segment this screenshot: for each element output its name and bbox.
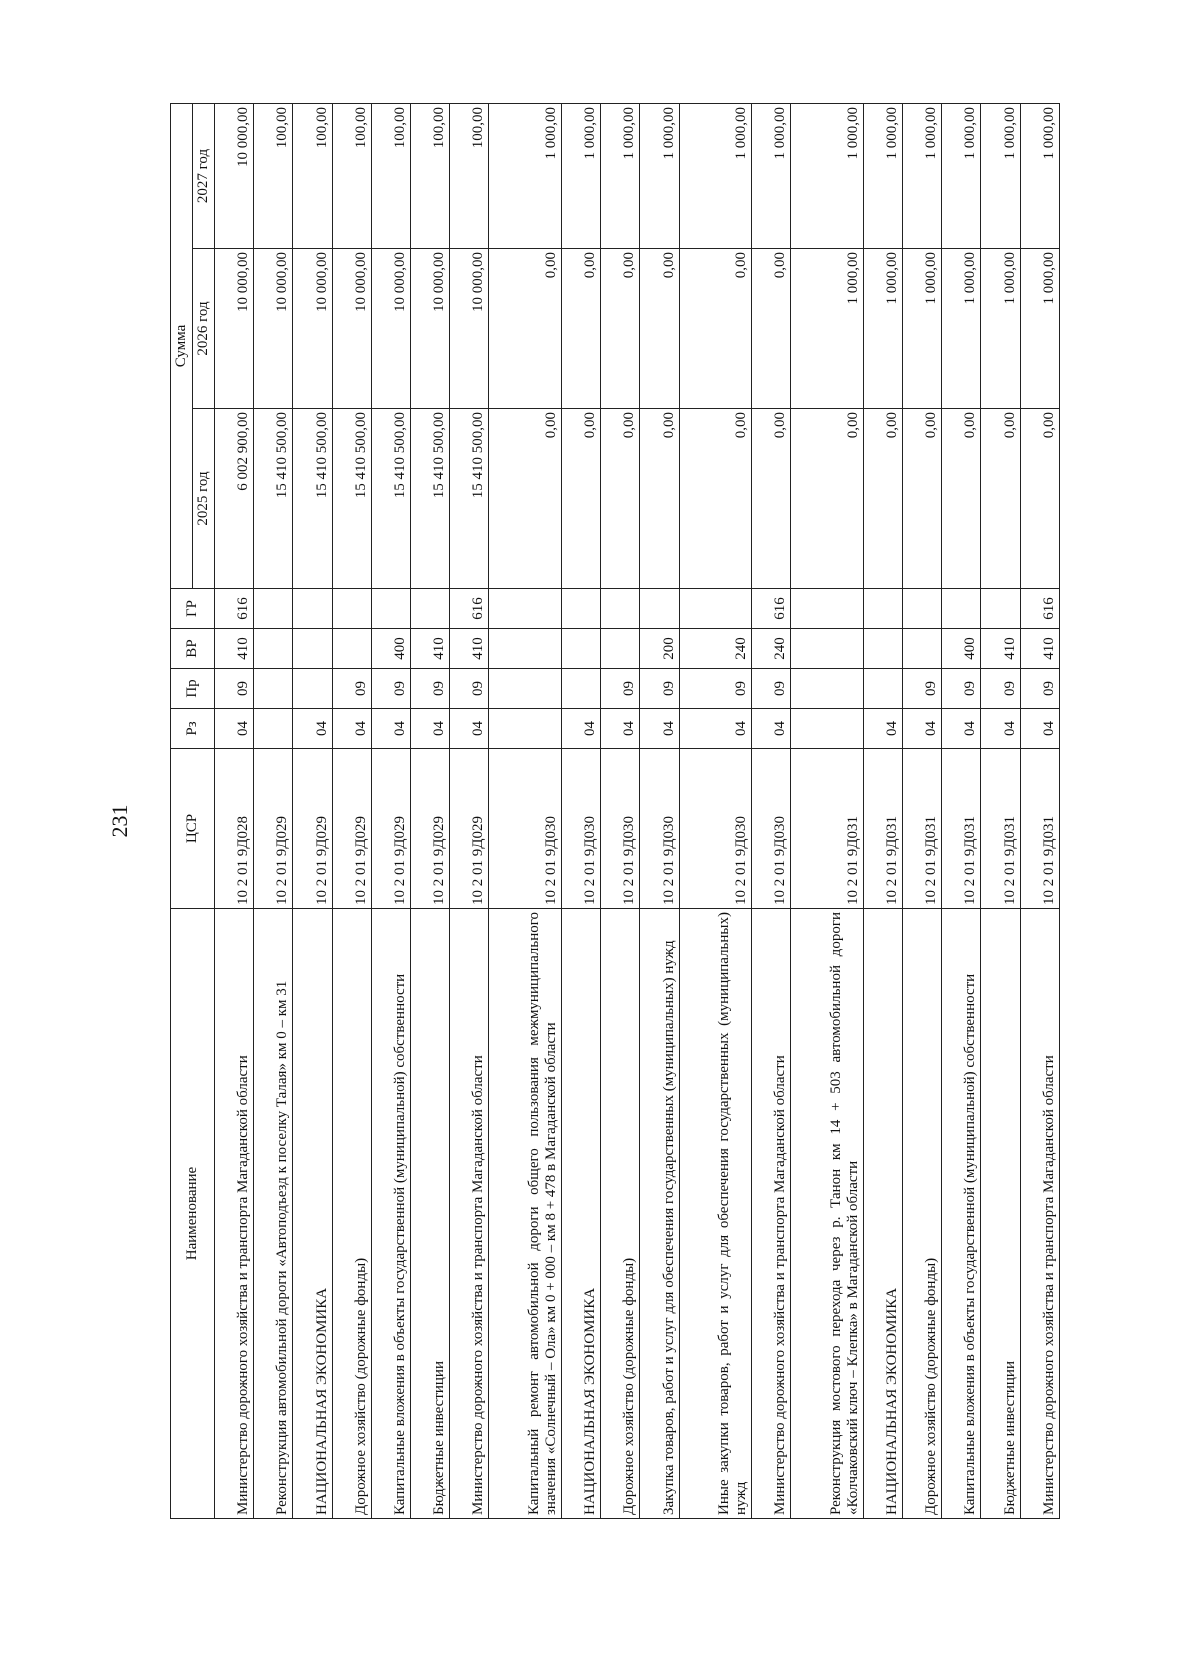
table-row — [371, 103, 410, 1518]
row-2025: 0,00 — [903, 409, 942, 589]
row-gr — [371, 589, 410, 629]
row-name: НАЦИОНАЛЬНАЯ ЭКОНОМИКА — [561, 909, 600, 1519]
table-row — [332, 103, 371, 1518]
table-row — [215, 103, 254, 1518]
row-2027: 1 000,00 — [679, 103, 752, 248]
row-csr: 10 2 01 9Д030 — [640, 749, 679, 909]
table-body — [215, 103, 1060, 1518]
row-gr — [411, 589, 450, 629]
row-name: Министерство дорожного хозяйства и транспорта Магаданской области — [752, 909, 791, 1519]
table-row — [561, 103, 600, 1518]
row-pr: 09 — [752, 669, 791, 709]
table-row — [679, 103, 752, 1518]
table-row — [791, 103, 864, 1518]
table-row — [411, 103, 450, 1518]
row-csr: 10 2 01 9Д029 — [254, 749, 293, 909]
row-gr: 616 — [752, 589, 791, 629]
row-gr — [942, 589, 981, 629]
row-pr: 09 — [371, 669, 410, 709]
row-gr — [981, 589, 1020, 629]
row-vr: 410 — [1020, 629, 1059, 669]
row-vr — [863, 629, 902, 669]
row-pr: 09 — [903, 669, 942, 709]
row-vr — [489, 629, 562, 669]
row-rz: 04 — [371, 709, 410, 749]
row-2025: 0,00 — [791, 409, 864, 589]
row-2027: 1 000,00 — [601, 103, 640, 248]
row-2026: 0,00 — [640, 249, 679, 409]
header-gr: ГР — [171, 589, 215, 629]
row-2025: 0,00 — [1020, 409, 1059, 589]
row-2027: 1 000,00 — [640, 103, 679, 248]
row-2026: 1 000,00 — [1020, 249, 1059, 409]
row-2026: 10 000,00 — [254, 249, 293, 409]
row-rz — [254, 709, 293, 749]
row-rz: 04 — [215, 709, 254, 749]
row-gr — [601, 589, 640, 629]
row-csr: 10 2 01 9Д030 — [489, 749, 562, 909]
row-vr: 240 — [679, 629, 752, 669]
row-pr — [293, 669, 332, 709]
row-2025: 0,00 — [981, 409, 1020, 589]
row-gr — [863, 589, 902, 629]
row-2027: 1 000,00 — [791, 103, 864, 248]
row-csr: 10 2 01 9Д029 — [411, 749, 450, 909]
row-2026: 10 000,00 — [411, 249, 450, 409]
row-pr: 09 — [1020, 669, 1059, 709]
row-vr — [791, 629, 864, 669]
row-csr: 10 2 01 9Д029 — [371, 749, 410, 909]
header-vr: ВР — [171, 629, 215, 669]
row-name: Реконструкция автомобильной дороги «Автоподъезд к поселку Талая» км 0 – км 31 — [254, 909, 293, 1519]
row-gr — [332, 589, 371, 629]
row-name: Дорожное хозяйство (дорожные фонды) — [332, 909, 371, 1519]
row-gr — [254, 589, 293, 629]
row-name: НАЦИОНАЛЬНАЯ ЭКОНОМИКА — [293, 909, 332, 1519]
row-gr: 616 — [450, 589, 489, 629]
row-pr: 09 — [679, 669, 752, 709]
row-pr: 09 — [411, 669, 450, 709]
row-gr — [293, 589, 332, 629]
row-2025: 15 410 500,00 — [254, 409, 293, 589]
row-rz: 04 — [752, 709, 791, 749]
row-2025: 0,00 — [752, 409, 791, 589]
row-vr: 240 — [752, 629, 791, 669]
row-vr — [254, 629, 293, 669]
table-row — [254, 103, 293, 1518]
row-name: Бюджетные инвестиции — [981, 909, 1020, 1519]
row-rz: 04 — [561, 709, 600, 749]
row-2026: 1 000,00 — [903, 249, 942, 409]
row-rz: 04 — [863, 709, 902, 749]
row-gr — [561, 589, 600, 629]
table-row — [450, 103, 489, 1518]
row-2026: 0,00 — [561, 249, 600, 409]
row-2027: 100,00 — [411, 103, 450, 248]
row-pr — [489, 669, 562, 709]
row-vr: 410 — [981, 629, 1020, 669]
row-vr: 410 — [215, 629, 254, 669]
row-pr — [561, 669, 600, 709]
row-2026: 0,00 — [752, 249, 791, 409]
row-csr: 10 2 01 9Д030 — [561, 749, 600, 909]
row-name: Дорожное хозяйство (дорожные фонды) — [903, 909, 942, 1519]
row-2027: 1 000,00 — [981, 103, 1020, 248]
table-row — [489, 103, 562, 1518]
row-rz: 04 — [411, 709, 450, 749]
table-row — [601, 103, 640, 1518]
row-name: Иные закупки товаров, работ и услуг для обеспечения государственных (муниципальных) нужд — [679, 909, 752, 1519]
row-vr — [601, 629, 640, 669]
table-row — [293, 103, 332, 1518]
row-csr: 10 2 01 9Д031 — [1020, 749, 1059, 909]
row-gr — [679, 589, 752, 629]
row-2025: 0,00 — [489, 409, 562, 589]
table-row — [903, 103, 942, 1518]
header-pr: Пр — [171, 669, 215, 709]
row-pr — [791, 669, 864, 709]
row-2027: 100,00 — [293, 103, 332, 248]
row-name: Реконструкция мостового перехода через р. Танон км 14 + 503 автомобильной дороги «Колчаковский ключ – Клепка» в Магаданской области — [791, 909, 864, 1519]
row-gr — [640, 589, 679, 629]
row-vr: 200 — [640, 629, 679, 669]
row-pr: 09 — [601, 669, 640, 709]
row-2027: 1 000,00 — [863, 103, 902, 248]
rotated-table-container — [170, 104, 1060, 1519]
row-2025: 15 410 500,00 — [371, 409, 410, 589]
row-name: Бюджетные инвестиции — [411, 909, 450, 1519]
row-pr — [863, 669, 902, 709]
row-2026: 1 000,00 — [981, 249, 1020, 409]
row-rz: 04 — [332, 709, 371, 749]
row-gr: 616 — [215, 589, 254, 629]
row-rz: 04 — [981, 709, 1020, 749]
row-csr: 10 2 01 9Д031 — [791, 749, 864, 909]
row-vr: 410 — [450, 629, 489, 669]
row-name: Министерство дорожного хозяйства и транспорта Магаданской области — [215, 909, 254, 1519]
row-pr: 09 — [215, 669, 254, 709]
table-row — [752, 103, 791, 1518]
page-number: 231 — [107, 804, 132, 838]
row-2025: 0,00 — [601, 409, 640, 589]
row-2027: 1 000,00 — [1020, 103, 1059, 248]
row-2026: 0,00 — [679, 249, 752, 409]
row-2027: 100,00 — [332, 103, 371, 248]
row-2026: 10 000,00 — [450, 249, 489, 409]
row-pr: 09 — [981, 669, 1020, 709]
row-2027: 1 000,00 — [903, 103, 942, 248]
row-csr: 10 2 01 9Д029 — [293, 749, 332, 909]
row-2026: 1 000,00 — [942, 249, 981, 409]
row-pr: 09 — [640, 669, 679, 709]
header-2026: 2026 год — [193, 249, 215, 409]
row-gr: 616 — [1020, 589, 1059, 629]
header-2027: 2027 год — [193, 103, 215, 248]
row-2027: 100,00 — [254, 103, 293, 248]
row-rz: 04 — [903, 709, 942, 749]
row-2025: 0,00 — [640, 409, 679, 589]
row-2027: 1 000,00 — [561, 103, 600, 248]
row-2027: 100,00 — [450, 103, 489, 248]
row-2027: 1 000,00 — [752, 103, 791, 248]
row-2026: 10 000,00 — [215, 249, 254, 409]
row-2025: 0,00 — [863, 409, 902, 589]
row-2025: 0,00 — [561, 409, 600, 589]
row-csr: 10 2 01 9Д030 — [679, 749, 752, 909]
row-2025: 15 410 500,00 — [450, 409, 489, 589]
row-2026: 10 000,00 — [293, 249, 332, 409]
row-2027: 1 000,00 — [489, 103, 562, 248]
table-row — [981, 103, 1020, 1518]
row-vr — [561, 629, 600, 669]
row-2026: 1 000,00 — [863, 249, 902, 409]
row-name: НАЦИОНАЛЬНАЯ ЭКОНОМИКА — [863, 909, 902, 1519]
row-vr: 400 — [942, 629, 981, 669]
row-2026: 1 000,00 — [791, 249, 864, 409]
row-pr: 09 — [942, 669, 981, 709]
row-csr: 10 2 01 9Д029 — [332, 749, 371, 909]
row-name: Капитальные вложения в объекты государственной (муниципальной) собственности — [371, 909, 410, 1519]
header-rz: Рз — [171, 709, 215, 749]
row-2025: 0,00 — [942, 409, 981, 589]
row-name: Капитальные вложения в объекты государственной (муниципальной) собственности — [942, 909, 981, 1519]
row-2026: 0,00 — [489, 249, 562, 409]
row-vr: 400 — [371, 629, 410, 669]
row-gr — [903, 589, 942, 629]
header-sum: Сумма — [171, 103, 193, 588]
row-2027: 100,00 — [371, 103, 410, 248]
row-2025: 6 002 900,00 — [215, 409, 254, 589]
table-row — [640, 103, 679, 1518]
row-csr: 10 2 01 9Д030 — [752, 749, 791, 909]
row-2025: 15 410 500,00 — [332, 409, 371, 589]
row-2027: 1 000,00 — [942, 103, 981, 248]
row-name: Капитальный ремонт автомобильной дороги общего пользования межмуниципального значения «Солнечный – Ола» км 0 + 000 – км 8 + 478 в Магаданской области — [489, 909, 562, 1519]
row-rz: 04 — [450, 709, 489, 749]
row-csr: 10 2 01 9Д028 — [215, 749, 254, 909]
row-vr: 410 — [411, 629, 450, 669]
row-csr: 10 2 01 9Д030 — [601, 749, 640, 909]
header-csr: ЦСР — [171, 749, 215, 909]
row-rz: 04 — [679, 709, 752, 749]
row-rz: 04 — [942, 709, 981, 749]
row-pr: 09 — [450, 669, 489, 709]
row-2027: 10 000,00 — [215, 103, 254, 248]
row-csr: 10 2 01 9Д031 — [903, 749, 942, 909]
header-name: Наименование — [171, 909, 215, 1519]
row-csr: 10 2 01 9Д031 — [863, 749, 902, 909]
row-2025: 15 410 500,00 — [411, 409, 450, 589]
row-rz — [791, 709, 864, 749]
row-rz: 04 — [1020, 709, 1059, 749]
row-csr: 10 2 01 9Д029 — [450, 749, 489, 909]
row-gr — [489, 589, 562, 629]
row-csr: 10 2 01 9Д031 — [942, 749, 981, 909]
table-row — [863, 103, 902, 1518]
row-vr — [903, 629, 942, 669]
row-rz: 04 — [601, 709, 640, 749]
budget-table — [170, 103, 1060, 1519]
table-row — [1020, 103, 1059, 1518]
row-name: Дорожное хозяйство (дорожные фонды) — [601, 909, 640, 1519]
row-rz: 04 — [640, 709, 679, 749]
row-vr — [293, 629, 332, 669]
row-csr: 10 2 01 9Д031 — [981, 749, 1020, 909]
row-vr — [332, 629, 371, 669]
row-name: Министерство дорожного хозяйства и транспорта Магаданской области — [1020, 909, 1059, 1519]
row-pr — [254, 669, 293, 709]
row-rz — [489, 709, 562, 749]
row-2026: 0,00 — [601, 249, 640, 409]
row-name: Закупка товаров, работ и услуг для обеспечения государственных (муниципальных) нужд — [640, 909, 679, 1519]
header-2025: 2025 год — [193, 409, 215, 589]
row-rz: 04 — [293, 709, 332, 749]
row-2025: 0,00 — [679, 409, 752, 589]
row-name: Министерство дорожного хозяйства и транспорта Магаданской области — [450, 909, 489, 1519]
row-gr — [791, 589, 864, 629]
row-2026: 10 000,00 — [371, 249, 410, 409]
row-pr: 09 — [332, 669, 371, 709]
row-2026: 10 000,00 — [332, 249, 371, 409]
table-row — [942, 103, 981, 1518]
row-2025: 15 410 500,00 — [293, 409, 332, 589]
